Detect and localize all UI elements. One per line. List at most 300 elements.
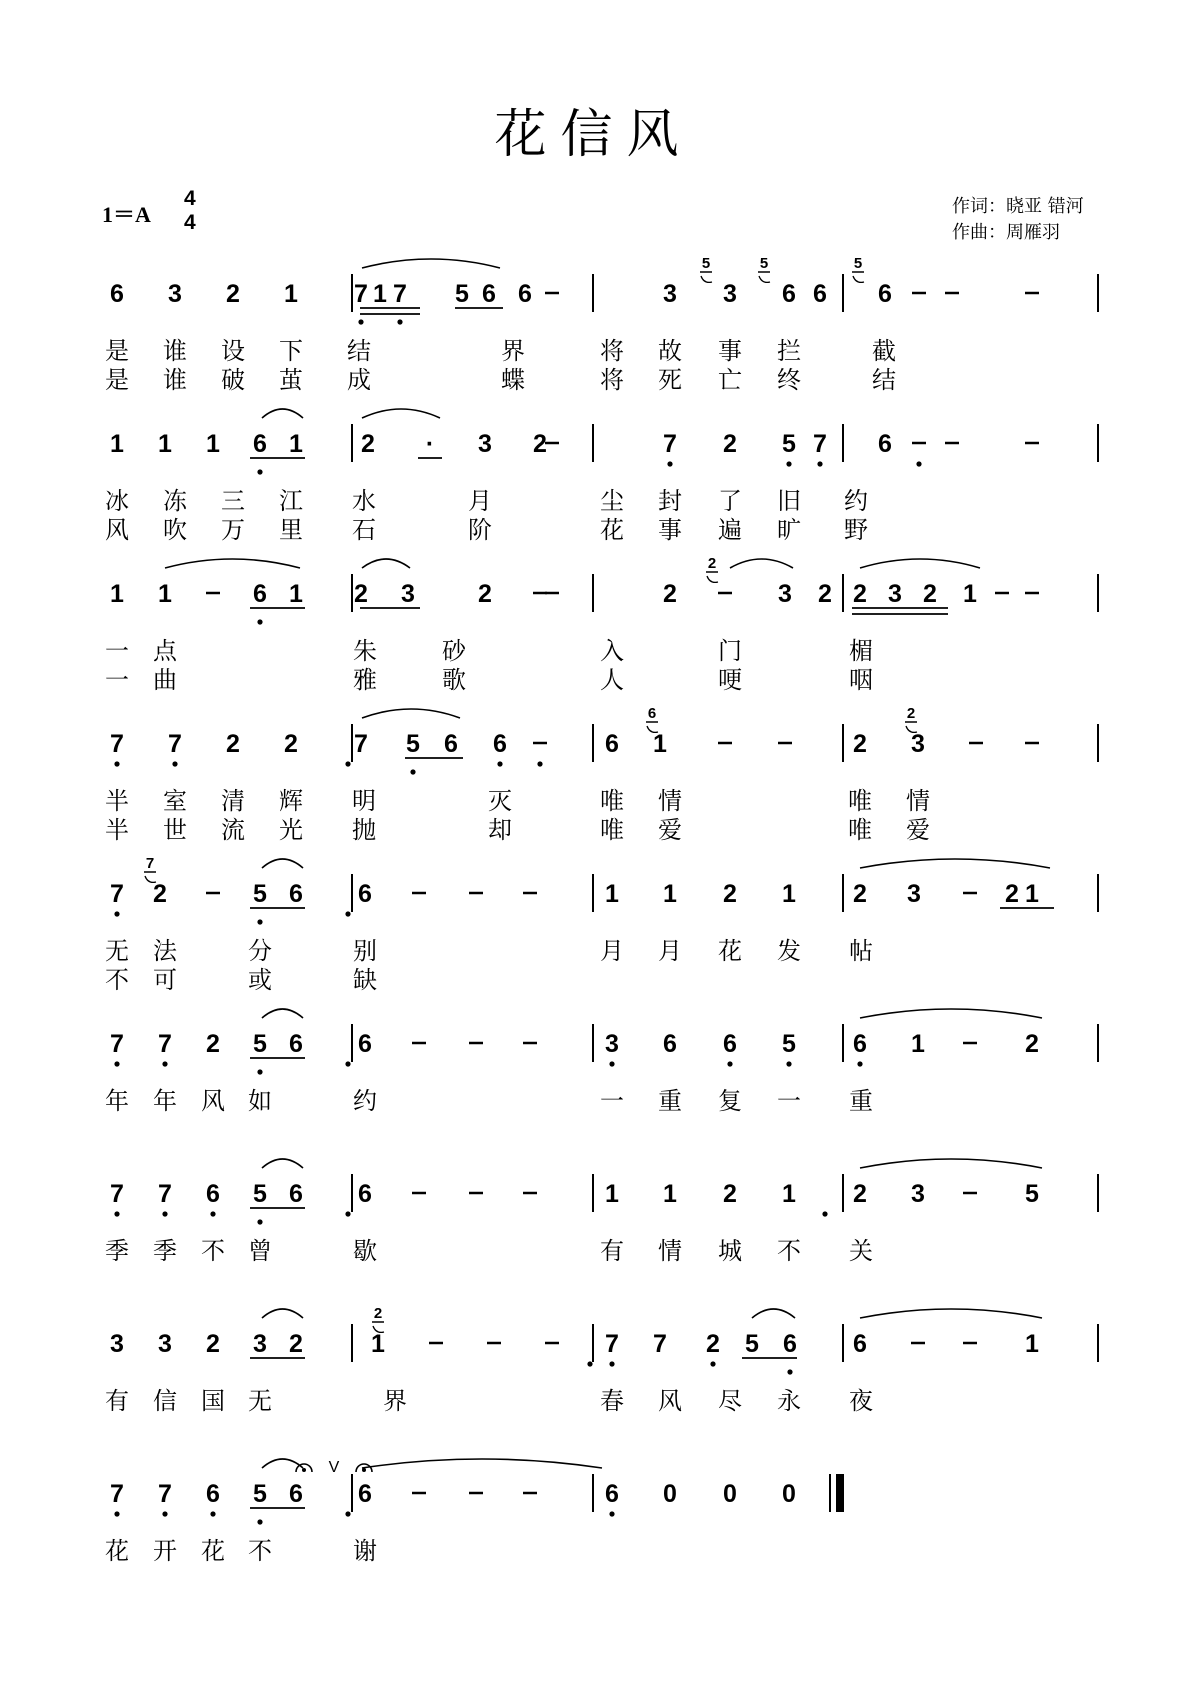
octave-dot bbox=[822, 1211, 827, 1216]
lyric-char: 爱 bbox=[906, 816, 930, 844]
note: 2 bbox=[853, 1180, 867, 1208]
note: 6 bbox=[493, 730, 507, 758]
lyric-char: 点 bbox=[153, 637, 177, 665]
lyric-char: 永 bbox=[777, 1387, 801, 1415]
octave-dot bbox=[257, 619, 262, 624]
lyric-char: 信 bbox=[153, 1387, 177, 1415]
note: 6 bbox=[289, 1030, 303, 1058]
slur-arc bbox=[165, 559, 300, 568]
octave-dot bbox=[114, 1061, 119, 1066]
lyric-char: 不 bbox=[201, 1237, 225, 1265]
note: 2 bbox=[723, 1180, 737, 1208]
time-signature-denominator: 4 bbox=[184, 211, 196, 234]
note: 6 bbox=[358, 1030, 372, 1058]
lyric-char: 设 bbox=[221, 337, 245, 365]
slur-arc bbox=[262, 859, 303, 868]
octave-dot bbox=[172, 761, 177, 766]
lyric-char: 尽 bbox=[718, 1387, 742, 1415]
note: 2 bbox=[723, 880, 737, 908]
lyric-char: 重 bbox=[658, 1087, 682, 1115]
song-title: 花信风 bbox=[494, 105, 693, 165]
slur-arc bbox=[860, 559, 980, 568]
lyric-char: 旷 bbox=[777, 516, 801, 544]
lyric-char: 季 bbox=[105, 1237, 129, 1265]
lyric-char: 拦 bbox=[777, 337, 801, 365]
octave-dot bbox=[257, 1219, 262, 1224]
lyric-char: 月 bbox=[468, 487, 492, 515]
lyric-char: 辉 bbox=[279, 787, 303, 815]
lyric-char: 情 bbox=[658, 787, 682, 815]
grace-tie bbox=[701, 276, 712, 282]
note: 1 bbox=[663, 880, 677, 908]
lyric-char: 无 bbox=[105, 937, 129, 965]
key-signature: 1＝A bbox=[102, 202, 151, 227]
lyric-char: 复 bbox=[718, 1087, 742, 1115]
slur-arc bbox=[262, 1159, 303, 1168]
slur-arc bbox=[262, 1009, 303, 1018]
note: 7 bbox=[158, 1180, 172, 1208]
lyric-char: 唯 bbox=[848, 787, 872, 815]
lyric-char: 却 bbox=[488, 816, 512, 844]
lyric-char: 情 bbox=[906, 787, 930, 815]
note: 0 bbox=[723, 1480, 737, 1508]
note: 2 bbox=[478, 580, 492, 608]
note: 3 bbox=[911, 730, 925, 758]
lyric-char: 唯 bbox=[600, 787, 624, 815]
octave-dot bbox=[410, 769, 415, 774]
lyric-char: 下 bbox=[279, 337, 303, 365]
lyric-char: 流 bbox=[221, 816, 245, 844]
grace-note: 5 bbox=[701, 255, 711, 272]
note: 7 bbox=[158, 1480, 172, 1508]
note: 2 bbox=[206, 1030, 220, 1058]
slur-arc bbox=[362, 559, 410, 568]
note: 5 bbox=[253, 1480, 267, 1508]
note: 1 bbox=[158, 580, 172, 608]
note: 5 bbox=[253, 1180, 267, 1208]
lyric-char: 不 bbox=[248, 1537, 272, 1565]
lyric-char: 发 bbox=[777, 937, 801, 965]
note: 6 bbox=[358, 880, 372, 908]
note: 6 bbox=[853, 1330, 867, 1358]
note: 6 bbox=[782, 280, 796, 308]
lyric-char: 城 bbox=[718, 1237, 742, 1265]
lyric-char: 是 bbox=[105, 366, 129, 394]
note: 3 bbox=[478, 430, 492, 458]
lyric-char: 谁 bbox=[163, 366, 187, 394]
lyric-char: 事 bbox=[658, 516, 682, 544]
note: 7 bbox=[110, 1180, 124, 1208]
note: 5 bbox=[745, 1330, 759, 1358]
note: 1 bbox=[605, 880, 619, 908]
lyric-char: 法 bbox=[153, 937, 177, 965]
octave-dot bbox=[358, 319, 363, 324]
note: 1 bbox=[653, 730, 667, 758]
octave-dot bbox=[114, 1511, 119, 1516]
lyric-char: 曾 bbox=[248, 1237, 272, 1265]
note: 2 bbox=[289, 1330, 303, 1358]
grace-note: 6 bbox=[647, 705, 657, 722]
slur-arc bbox=[752, 1309, 795, 1318]
lyric-char: 清 bbox=[221, 787, 245, 815]
lyric-char: 不 bbox=[105, 966, 129, 994]
octave-dot bbox=[162, 1061, 167, 1066]
lyric-char: 水 bbox=[352, 487, 376, 515]
note: 6 bbox=[878, 280, 892, 308]
lyric-char: 截 bbox=[872, 337, 896, 365]
note: 3 bbox=[158, 1330, 172, 1358]
lyric-char: 花 bbox=[718, 937, 742, 965]
lyric-char: 成 bbox=[347, 366, 371, 394]
octave-dot bbox=[257, 469, 262, 474]
slur-arc bbox=[860, 1159, 1042, 1168]
lyric-char: 一 bbox=[105, 637, 129, 665]
lyric-char: 事 bbox=[718, 337, 742, 365]
lyric-char: 雅 bbox=[353, 666, 377, 694]
lyric-char: 哽 bbox=[718, 666, 742, 694]
note: 7 bbox=[354, 280, 368, 308]
slur-arc bbox=[362, 1459, 602, 1468]
note: 2 bbox=[354, 580, 368, 608]
lyric-char: 季 bbox=[153, 1237, 177, 1265]
note: 1 bbox=[1025, 880, 1039, 908]
lyric-char: 夜 bbox=[849, 1387, 873, 1415]
octave-dot bbox=[257, 1069, 262, 1074]
note: 1 bbox=[911, 1030, 925, 1058]
lyric-char: 石 bbox=[352, 516, 376, 544]
note: 6 bbox=[358, 1480, 372, 1508]
grace-note: 2 bbox=[906, 705, 916, 722]
lyric-char: 国 bbox=[201, 1387, 225, 1415]
note: 6 bbox=[289, 880, 303, 908]
octave-dot bbox=[114, 911, 119, 916]
octave-dot bbox=[587, 1361, 592, 1366]
slur-arc bbox=[860, 859, 1050, 868]
note: 6 bbox=[253, 430, 267, 458]
lyric-char: 结 bbox=[872, 366, 896, 394]
lyric-char: 破 bbox=[221, 366, 245, 394]
note: 1 bbox=[206, 430, 220, 458]
note: 6 bbox=[663, 1030, 677, 1058]
octave-dot bbox=[210, 1511, 215, 1516]
breath-mark: V bbox=[328, 1459, 340, 1476]
note: 6 bbox=[813, 280, 827, 308]
note: · bbox=[425, 430, 435, 458]
note: 5 bbox=[455, 280, 469, 308]
note: 7 bbox=[110, 1480, 124, 1508]
note: 3 bbox=[110, 1330, 124, 1358]
octave-dot bbox=[609, 1361, 614, 1366]
fermata-dot bbox=[362, 1468, 366, 1472]
note: 5 bbox=[253, 1030, 267, 1058]
lyric-char: 界 bbox=[501, 337, 525, 365]
note: 5 bbox=[782, 1030, 796, 1058]
slur-arc bbox=[362, 409, 440, 418]
slur-arc bbox=[860, 1009, 1042, 1018]
lyric-char: 朱 bbox=[353, 637, 377, 665]
slur-arc bbox=[262, 1459, 303, 1468]
grace-note: 7 bbox=[145, 855, 155, 872]
note: 3 bbox=[605, 1030, 619, 1058]
note: 2 bbox=[853, 580, 867, 608]
note: 2 bbox=[153, 880, 167, 908]
lyric-char: 分 bbox=[248, 937, 272, 965]
lyric-char: 唯 bbox=[848, 816, 872, 844]
note: 7 bbox=[653, 1330, 667, 1358]
lyric-char: 将 bbox=[600, 337, 624, 365]
octave-dot bbox=[114, 1211, 119, 1216]
lyric-char: 光 bbox=[279, 816, 303, 844]
lyric-char: 终 bbox=[777, 366, 801, 394]
lyric-char: 年 bbox=[105, 1087, 129, 1115]
lyric-char: 将 bbox=[600, 366, 624, 394]
lyric-char: 有 bbox=[105, 1387, 129, 1415]
lyric-char: 尘 bbox=[600, 487, 624, 515]
note: 2 bbox=[1005, 880, 1019, 908]
note: 7 bbox=[110, 880, 124, 908]
note: 1 bbox=[289, 580, 303, 608]
lyric-char: 关 bbox=[849, 1237, 873, 1265]
time-signature-numerator: 4 bbox=[184, 187, 196, 210]
note: 6 bbox=[289, 1180, 303, 1208]
lyric-char: 重 bbox=[849, 1087, 873, 1115]
octave-dot bbox=[497, 761, 502, 766]
lyric-char: 风 bbox=[105, 516, 129, 544]
note: 7 bbox=[663, 430, 677, 458]
note: 1 bbox=[1025, 1330, 1039, 1358]
lyricist-credit: 作词：晓亚 错河 bbox=[952, 196, 1084, 217]
fermata-dot bbox=[302, 1468, 306, 1472]
note: 3 bbox=[888, 580, 902, 608]
note: 6 bbox=[253, 580, 267, 608]
note: 6 bbox=[444, 730, 458, 758]
lyric-char: 有 bbox=[600, 1237, 624, 1265]
note: 2 bbox=[663, 580, 677, 608]
note: 1 bbox=[289, 430, 303, 458]
note: 6 bbox=[518, 280, 532, 308]
note: 2 bbox=[206, 1330, 220, 1358]
lyric-char: 约 bbox=[844, 487, 868, 515]
octave-dot bbox=[857, 1061, 862, 1066]
note: 6 bbox=[289, 1480, 303, 1508]
note: 6 bbox=[110, 280, 124, 308]
lyric-char: 月 bbox=[658, 937, 682, 965]
note: 1 bbox=[373, 280, 387, 308]
note: 2 bbox=[226, 730, 240, 758]
lyric-char: 一 bbox=[105, 666, 129, 694]
lyric-char: 唯 bbox=[600, 816, 624, 844]
lyric-char: 花 bbox=[201, 1537, 225, 1565]
note: 6 bbox=[206, 1180, 220, 1208]
lyric-char: 半 bbox=[105, 816, 129, 844]
lyric-char: 楣 bbox=[849, 637, 873, 665]
note: 0 bbox=[782, 1480, 796, 1508]
note: 3 bbox=[723, 280, 737, 308]
note: 1 bbox=[371, 1330, 385, 1358]
note: 7 bbox=[158, 1030, 172, 1058]
lyric-char: 明 bbox=[352, 787, 376, 815]
lyric-char: 冻 bbox=[163, 487, 187, 515]
lyric-char: 月 bbox=[600, 937, 624, 965]
note: 6 bbox=[723, 1030, 737, 1058]
lyric-char: 封 bbox=[658, 487, 682, 515]
lyric-char: 冰 bbox=[105, 487, 129, 515]
lyric-char: 阶 bbox=[468, 516, 492, 544]
grace-note: 2 bbox=[707, 555, 717, 572]
note: 2 bbox=[1025, 1030, 1039, 1058]
note: 1 bbox=[284, 280, 298, 308]
note: 5 bbox=[253, 880, 267, 908]
note: 3 bbox=[168, 280, 182, 308]
note: 3 bbox=[907, 880, 921, 908]
note: 7 bbox=[393, 280, 407, 308]
lyric-char: 三 bbox=[221, 487, 245, 515]
octave-dot bbox=[787, 1369, 792, 1374]
lyric-char: 了 bbox=[718, 487, 742, 515]
note: 3 bbox=[911, 1180, 925, 1208]
lyric-char: 人 bbox=[600, 666, 624, 694]
note: 1 bbox=[963, 580, 977, 608]
lyric-char: 如 bbox=[248, 1087, 272, 1115]
lyric-char: 灭 bbox=[488, 787, 512, 815]
lyric-char: 年 bbox=[153, 1087, 177, 1115]
lyric-char: 花 bbox=[600, 516, 624, 544]
lyric-char: 或 bbox=[248, 966, 272, 994]
octave-dot bbox=[345, 1061, 350, 1066]
lyric-char: 缺 bbox=[353, 966, 377, 994]
note: 2 bbox=[706, 1330, 720, 1358]
lyric-char: 约 bbox=[353, 1087, 377, 1115]
lyric-char: 旧 bbox=[777, 487, 801, 515]
note: 2 bbox=[853, 880, 867, 908]
note: 1 bbox=[110, 580, 124, 608]
note: 5 bbox=[1025, 1180, 1039, 1208]
lyric-char: 花 bbox=[105, 1537, 129, 1565]
lyric-char: 入 bbox=[600, 637, 624, 665]
note: 1 bbox=[663, 1180, 677, 1208]
note: 2 bbox=[853, 730, 867, 758]
octave-dot bbox=[114, 761, 119, 766]
note: 1 bbox=[782, 880, 796, 908]
note: 3 bbox=[401, 580, 415, 608]
composer-credit: 作曲：周雁羽 bbox=[952, 222, 1060, 243]
octave-dot bbox=[710, 1361, 715, 1366]
lyric-char: 半 bbox=[105, 787, 129, 815]
octave-dot bbox=[162, 1211, 167, 1216]
lyric-char: 春 bbox=[600, 1387, 624, 1415]
note: 2 bbox=[923, 580, 937, 608]
lyric-char: 咽 bbox=[849, 666, 873, 694]
note: 6 bbox=[358, 1180, 372, 1208]
lyric-char: 亡 bbox=[718, 366, 742, 394]
note: 6 bbox=[853, 1030, 867, 1058]
octave-dot bbox=[345, 761, 350, 766]
octave-dot bbox=[786, 1061, 791, 1066]
lyric-char: 万 bbox=[221, 516, 245, 544]
lyric-char: 砂 bbox=[442, 637, 466, 665]
note: 6 bbox=[482, 280, 496, 308]
lyric-char: 野 bbox=[844, 516, 868, 544]
note: 2 bbox=[533, 430, 547, 458]
grace-tie bbox=[759, 276, 770, 282]
slur-arc bbox=[262, 1309, 303, 1318]
note: 1 bbox=[605, 1180, 619, 1208]
note: 6 bbox=[878, 430, 892, 458]
lyric-char: 故 bbox=[658, 337, 682, 365]
lyric-char: 门 bbox=[718, 637, 742, 665]
octave-dot bbox=[257, 1519, 262, 1524]
grace-note: 5 bbox=[759, 255, 769, 272]
lyric-char: 谁 bbox=[163, 337, 187, 365]
note: 6 bbox=[605, 1480, 619, 1508]
lyric-char: 世 bbox=[163, 816, 187, 844]
note: 1 bbox=[158, 430, 172, 458]
octave-dot bbox=[257, 919, 262, 924]
lyric-char: 抛 bbox=[352, 816, 376, 844]
lyric-char: 室 bbox=[163, 787, 187, 815]
note: 2 bbox=[361, 430, 375, 458]
note: 6 bbox=[605, 730, 619, 758]
lyric-char: 可 bbox=[153, 966, 177, 994]
note: 7 bbox=[110, 730, 124, 758]
grace-note: 2 bbox=[373, 1305, 383, 1322]
lyric-char: 爱 bbox=[658, 816, 682, 844]
lyric-char: 谢 bbox=[353, 1537, 377, 1565]
note: 7 bbox=[354, 730, 368, 758]
lyric-char: 吹 bbox=[163, 516, 187, 544]
lyric-char: 歌 bbox=[442, 666, 466, 694]
lyric-char: 风 bbox=[658, 1387, 682, 1415]
lyric-char: 江 bbox=[279, 487, 303, 515]
octave-dot bbox=[609, 1511, 614, 1516]
grace-tie bbox=[853, 276, 864, 282]
lyric-char: 是 bbox=[105, 337, 129, 365]
lyric-char: 风 bbox=[201, 1087, 225, 1115]
note: 7 bbox=[110, 1030, 124, 1058]
lyric-char: 里 bbox=[279, 516, 303, 544]
octave-dot bbox=[786, 461, 791, 466]
grace-note: 5 bbox=[853, 255, 863, 272]
lyric-char: 死 bbox=[658, 366, 682, 394]
note: 2 bbox=[818, 580, 832, 608]
lyric-char: 别 bbox=[353, 937, 377, 965]
octave-dot bbox=[817, 461, 822, 466]
slur-arc bbox=[362, 259, 500, 268]
lyric-char: 蝶 bbox=[501, 366, 525, 394]
octave-dot bbox=[345, 1511, 350, 1516]
lyric-char: 结 bbox=[347, 337, 371, 365]
lyric-char: 开 bbox=[153, 1537, 177, 1565]
octave-dot bbox=[727, 1061, 732, 1066]
note: 1 bbox=[782, 1180, 796, 1208]
lyric-char: 一 bbox=[600, 1087, 624, 1115]
octave-dot bbox=[162, 1511, 167, 1516]
octave-dot bbox=[345, 911, 350, 916]
note: 7 bbox=[605, 1330, 619, 1358]
octave-dot bbox=[916, 461, 921, 466]
lyric-char: 帖 bbox=[849, 937, 873, 965]
lyric-char: 曲 bbox=[153, 666, 177, 694]
lyric-char: 遍 bbox=[718, 516, 742, 544]
lyric-char: 情 bbox=[658, 1237, 682, 1265]
octave-dot bbox=[609, 1061, 614, 1066]
note: 6 bbox=[206, 1480, 220, 1508]
lyric-char: 无 bbox=[248, 1387, 272, 1415]
lyric-char: 不 bbox=[777, 1237, 801, 1265]
note: 5 bbox=[406, 730, 420, 758]
octave-dot bbox=[210, 1211, 215, 1216]
note: 3 bbox=[253, 1330, 267, 1358]
